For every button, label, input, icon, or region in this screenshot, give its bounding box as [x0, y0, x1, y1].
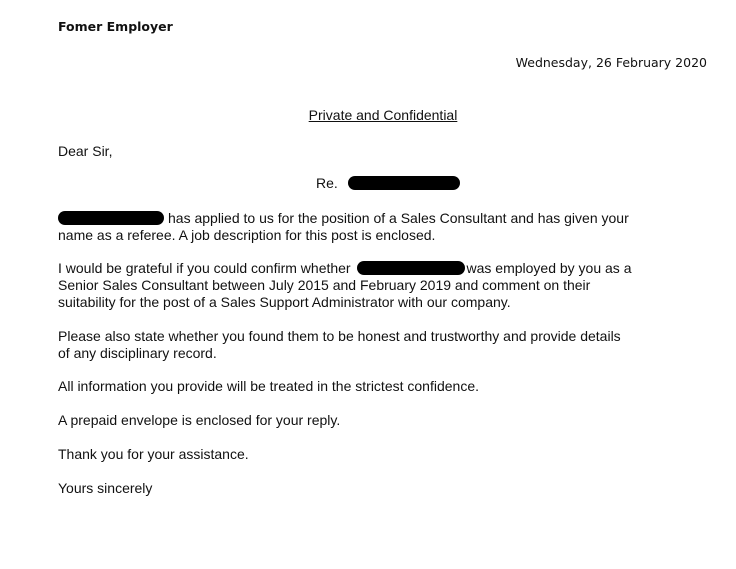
- paragraph-2-line-1-start: I would be grateful if you could confirm whether: [58, 260, 355, 276]
- paragraph-1-line-2: name as a referee. A job description for this post is enclosed.: [58, 227, 436, 243]
- redacted-candidate-name: [58, 211, 164, 225]
- re-line: [316, 175, 460, 191]
- letter-date: Wednesday, 26 February 2020: [515, 55, 707, 70]
- re-label: Re.: [316, 175, 342, 191]
- paragraph-2-line-1: [58, 260, 631, 277]
- paragraph-5: A prepaid envelope is enclosed for your reply.: [58, 412, 341, 428]
- paragraph-4: All information you provide will be treated in the strictest confidence.: [58, 378, 479, 394]
- redacted-candidate-name-2: [357, 261, 465, 275]
- paragraph-2-line-2: Senior Sales Consultant between July 2015 and February 2019 and comment on their: [58, 277, 591, 293]
- confidential-heading: Private and Confidential: [308, 107, 458, 123]
- paragraph-1-line-1: [58, 210, 629, 227]
- paragraph-2-line-3: suitability for the post of a Sales Support Administrator with our company.: [58, 294, 511, 310]
- closing: Yours sincerely: [58, 480, 153, 496]
- salutation: Dear Sir,: [58, 143, 113, 159]
- paragraph-3-line-1: Please also state whether you found them to be honest and trustworthy and provide details: [58, 328, 621, 344]
- redacted-name-re: [348, 176, 460, 190]
- paragraph-2-line-1-end: was employed by you as a: [466, 260, 632, 276]
- paragraph-3-line-2: of any disciplinary record.: [58, 345, 217, 361]
- paragraph-1-line-1-text: has applied to us for the position of a Sales Consultant and has given your: [168, 210, 629, 226]
- sender-label: Fomer Employer: [58, 19, 173, 34]
- paragraph-6: Thank you for your assistance.: [58, 446, 249, 462]
